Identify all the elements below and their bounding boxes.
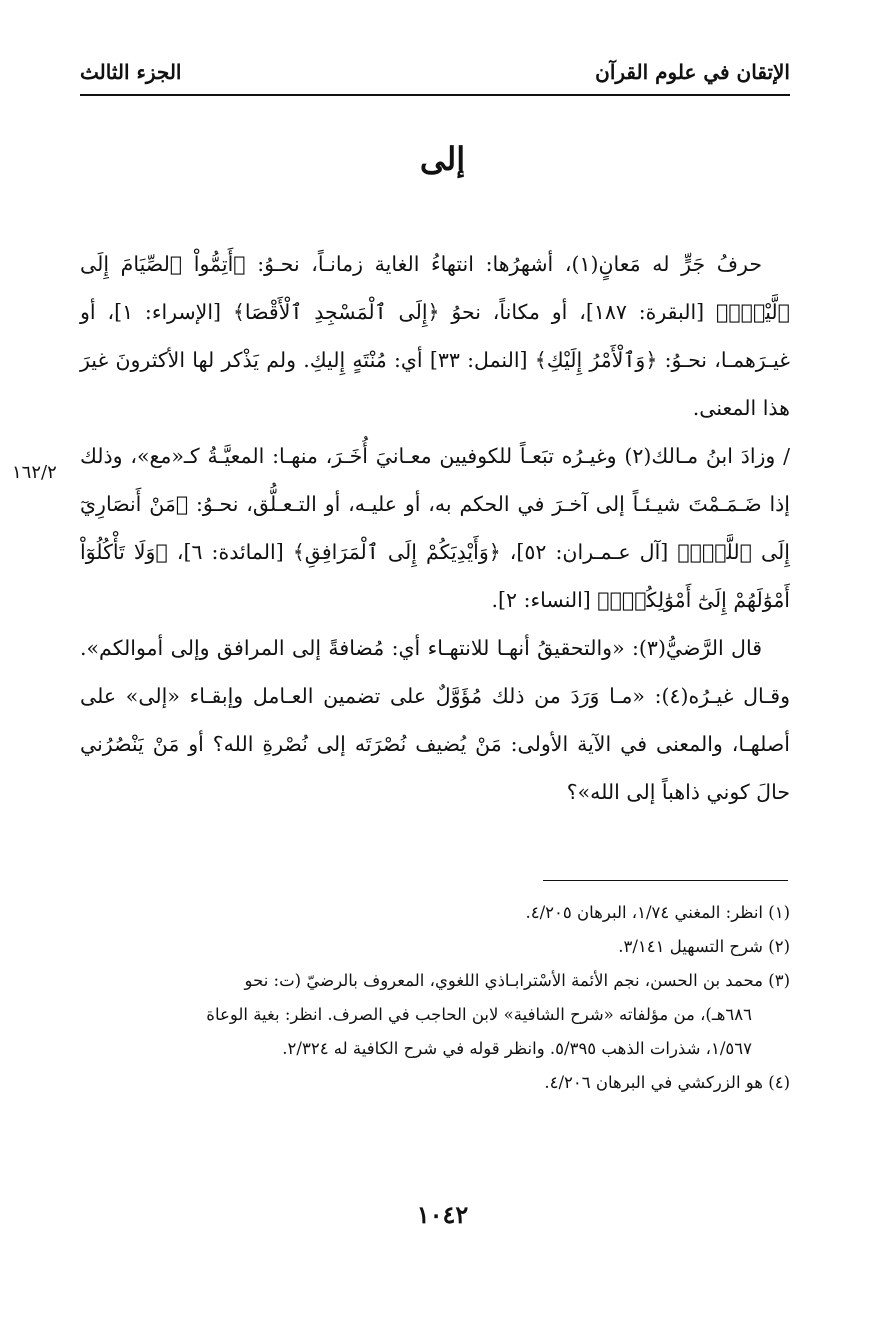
footnote-3-line-3: ١/٥٦٧، شذرات الذهب ٥/٣٩٥. وانظر قوله في شرح الكافية له ٢/٣٢٤. bbox=[282, 1039, 752, 1058]
page-number: ١٠٤٢ bbox=[416, 1200, 469, 1229]
book-title: الإتقان في علوم القرآن bbox=[595, 60, 790, 84]
section-title: إلى bbox=[419, 140, 466, 178]
footnote-3-line-2: ٦٨٦هـ)، من مؤلفاته «شرح الشافية» لابن الحاجب في الصرف. انظر: بغية الوعاة bbox=[206, 1005, 752, 1024]
main-text bbox=[80, 240, 790, 816]
footnote-2: (٢) شرح التسهيل ٣/١٤١. bbox=[618, 937, 790, 956]
header-rule bbox=[80, 94, 790, 96]
paragraph-1: حرفُ جَرٍّ له مَعانٍ(١)، أشهرُها: انتهاءُ الغاية زمانـاً، نحـوُ: ﴿أَتِمُّواْ ٱلصِّيَامَ إِلَى ٱلَّيْلِۚ﴾ [البقرة: ١٨٧]، أو مكاناً، نحوُ ﴿إِلَى ٱلْمَسْجِدِ ٱلْأَقْصَا﴾ [الإسراء: ١]، أو غيـرَهمـا، نحـوُ: ﴿وَٱلْأَمْرُ إِلَيْكِ﴾ [النمل: ٣٣] أي: مُنْتَهٍ إِليكِ. ولم يَذْكر لها الأكثرونَ غيرَ هذا المعنى. bbox=[80, 252, 791, 420]
volume-label: الجزء الثالث bbox=[80, 60, 182, 84]
paragraph-3: قال الرَّضيُّ(٣): «والتحقيقُ أنهـا للانتهـاء أي: مُضافةً إلى المرافق وإلى أموالكم». وقـال غيـرُه(٤): «مـا وَرَدَ من ذلك مُؤَوَّلٌ على تضمين العـامل وإبقـاء «إلى» على أصلهـا، والمعنى في الآية الأولى: مَنْ يُضيف نُصْرَتَه إلى نُصْرةِ الله؟ أو مَنْ يَنْصُرُني حالَ كوني ذاهباً إلى الله»؟ bbox=[80, 636, 790, 804]
footnote-rule bbox=[543, 880, 788, 881]
footnote-1: (١) انظر: المغني ١/٧٤، البرهان ٤/٢٠٥. bbox=[525, 903, 790, 922]
running-header bbox=[80, 52, 790, 92]
footnote-3-line-1: (٣) محمد بن الحسن، نجم الأئمة الأسْترابـاذي اللغوي، المعروف بالرضيّ (ت: نحو bbox=[244, 971, 790, 990]
footnote-4: (٤) هو الزركشي في البرهان ٤/٢٠٦. bbox=[544, 1073, 790, 1092]
margin-page-reference: ١٦٢/٢ bbox=[12, 462, 57, 483]
footnotes bbox=[80, 896, 790, 1100]
paragraph-2: / وزادَ ابنُ مـالك(٢) وغيـرُه تبَعـاً للكوفيين معـانيَ أُخَـرَ، منهـا: المعيَّـةُ كـ«مع»، وذلك إذا ضَـمَـمْتَ شيـئـاً إلى آخـرَ في الحكم به، أو عليـه، أو التـعـلُّق، نحـوُ: ﴿مَنْ أَنصَارِيٓ إِلَى ٱللَّهِۖ﴾ [آل عـمـران: ٥٢]، ﴿وَأَيْدِيَكُمْ إِلَى ٱلْمَرَافِقِ﴾ [المائدة: ٦]، ﴿وَلَا تَأْكُلُوٓاْ أَمْوَٰلَهُمْ إِلَىٰٓ أَمْوَٰلِكُمْۚ﴾ [النساء: ٢]. bbox=[80, 444, 791, 612]
